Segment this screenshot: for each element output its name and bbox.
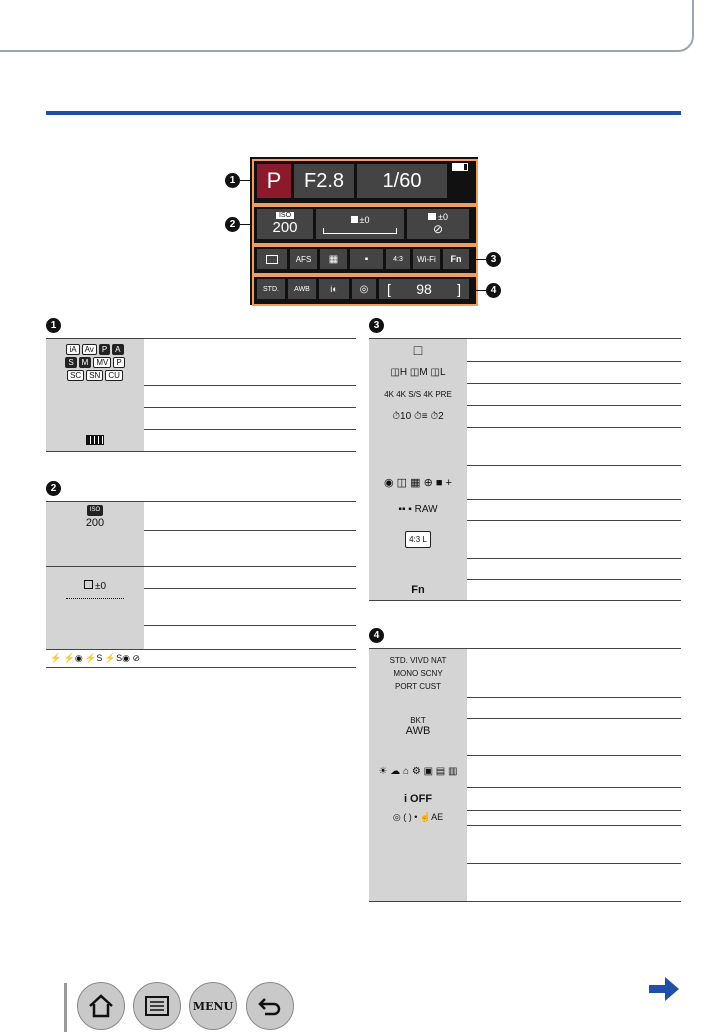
table-row: [144, 588, 356, 626]
iso-row-icon: [46, 502, 144, 530]
home-button[interactable]: [77, 982, 125, 1030]
menu-label: MENU: [192, 999, 234, 1013]
next-page-arrow[interactable]: [647, 975, 681, 1003]
iso-row-value: 200: [85, 516, 105, 529]
metering-icon: ◎: [352, 279, 376, 299]
flash-mode-icons: ⚡ ⚡◉ ⚡S ⚡S◉ ⊘: [46, 650, 144, 667]
style-std: STD.: [389, 655, 408, 665]
creative-mode-icon: CU: [105, 370, 123, 381]
table-row: [46, 407, 356, 430]
self-timer-icons: ⏱10 ⏱≡ ⏱2: [369, 405, 467, 427]
picture-size-icon: [369, 520, 467, 558]
list-icon: [144, 995, 170, 1017]
table-row: [369, 427, 681, 466]
empty-icon-cell-2: [369, 558, 467, 579]
aperture-row-icon: [46, 385, 144, 407]
back-icon: [257, 995, 283, 1017]
table-row: [467, 697, 681, 719]
back-button[interactable]: [246, 982, 294, 1030]
burst-icons: ◫H ◫M ◫L: [369, 361, 467, 383]
a-mode-icon: A: [112, 344, 123, 355]
table-row: [369, 465, 681, 500]
ia-plus-icon: Av: [82, 344, 97, 355]
fn-indicator: Fn: [443, 249, 469, 269]
bracket-right: ]: [457, 281, 461, 297]
table-row: [369, 383, 681, 406]
ev-row-value: ±0: [94, 581, 107, 592]
photo-style-icons: [369, 649, 467, 697]
table-row: [46, 429, 356, 452]
table-row: [369, 520, 681, 559]
callout-marker-4: 4: [486, 283, 501, 298]
table-row: [369, 715, 681, 756]
table-row: [369, 579, 681, 601]
iso-value: 200: [272, 219, 298, 236]
ia-mode-icon: iA: [66, 344, 79, 355]
flash-off-icon: ⊘: [432, 222, 444, 236]
size-icon: 4:3: [386, 249, 410, 269]
wifi-indicator: Wi-Fi: [413, 249, 440, 269]
table-row: [46, 385, 356, 408]
p-mode-icon: P: [99, 344, 110, 355]
shutter-row-icon: [46, 407, 144, 429]
empty-icon-cell-4: [369, 863, 467, 901]
ev-value: ±0: [359, 214, 370, 225]
home-icon: [87, 993, 115, 1019]
table-row: [369, 863, 681, 902]
aperture-value: F2.8: [294, 164, 354, 198]
table-row: [369, 339, 681, 362]
mode-indicator: P: [257, 164, 291, 198]
table-row: [46, 650, 356, 668]
i-dynamic-icon: i◐: [319, 279, 349, 299]
table-row: [369, 825, 681, 864]
menu-button[interactable]: [189, 982, 237, 1030]
table-row: [369, 649, 681, 698]
table-row: [369, 810, 681, 826]
ev-row-scale: [66, 594, 124, 599]
fn-icon: Fn: [369, 579, 467, 600]
bkt-label: BKT: [410, 715, 426, 725]
i-dynamic-off-icon: i OFF: [369, 787, 467, 810]
table-row: [369, 499, 681, 521]
nav-divider: [64, 983, 67, 1032]
section-rule: [46, 111, 681, 115]
s-mode-icon: S: [65, 357, 76, 368]
shutter-value: 1/60: [357, 164, 447, 198]
flash-comp-icon: [428, 213, 436, 220]
flash-comp-value: ±0: [438, 212, 448, 222]
arrow-right-icon: [647, 975, 681, 1003]
callout-leader-2: [240, 224, 252, 225]
section-1-marker: 1: [46, 318, 61, 333]
ev-scale: [323, 228, 397, 234]
wb-icons: ☀ ☁ ⌂ ⚙ ▣ ▤ ▥: [369, 755, 467, 787]
shots-value: 98: [416, 281, 432, 297]
drive-single-icon: [257, 249, 287, 269]
scene-mode-icon: SC: [67, 370, 84, 381]
table-row: [46, 339, 356, 386]
table-row: [369, 787, 681, 811]
size-chip: 4:3 L: [405, 531, 431, 548]
page-header-frame: [0, 0, 694, 52]
table-row: [144, 625, 356, 650]
style-mono: MONO: [393, 668, 419, 678]
iso-block: [257, 209, 313, 239]
single-drive-icon: □: [369, 339, 467, 361]
shots-remaining: [379, 279, 469, 299]
flash-block: [407, 209, 469, 239]
empty-icon-cell: [369, 427, 467, 465]
panorama-mode-icon: P: [113, 357, 124, 368]
battery-icon: [452, 163, 468, 171]
table-row: [46, 502, 356, 531]
table-row: [369, 361, 681, 384]
battery-row-icon: [46, 429, 144, 451]
table-row: [46, 530, 356, 567]
table-row: [369, 755, 681, 788]
quality-icons: ▪▪ ▪ RAW: [369, 499, 467, 520]
afs-indicator: AFS: [290, 249, 317, 269]
section-3-marker: 3: [369, 318, 384, 333]
table-row: [369, 558, 681, 580]
iso-label: ISO: [276, 212, 294, 219]
wb-bracket-icon: AWB: [288, 279, 316, 299]
af-mode-icons: ◉ ◫ ▦ ⊕ ■ +: [369, 465, 467, 499]
section-4-marker: 4: [369, 628, 384, 643]
scn-mode-icon: SN: [86, 370, 103, 381]
exposure-meter: [316, 209, 404, 239]
bracket-left: [: [387, 281, 391, 297]
style-custom: CUST: [419, 681, 441, 691]
callout-leader-3: [476, 259, 486, 260]
style-portrait: PORT: [395, 681, 417, 691]
style-vivid: VIVD: [410, 655, 429, 665]
callout-leader-1: [240, 180, 252, 181]
contents-button[interactable]: [133, 982, 181, 1030]
mode-icons: [46, 339, 144, 385]
ev-row-icon: [84, 580, 93, 589]
section-2-marker: 2: [46, 481, 61, 496]
photo-4k-icons: 4K 4K S/S 4K PRE: [369, 383, 467, 405]
style-scenery: SCNY: [420, 668, 443, 678]
quality-icon: ▪: [350, 249, 383, 269]
table-row: [369, 405, 681, 428]
m-mode-icon: M: [79, 357, 92, 368]
callout-leader-4: [476, 290, 486, 291]
af-area-icon: ▦: [320, 249, 347, 269]
iso-icon: ISO: [87, 505, 103, 516]
empty-icon-cell-3: [369, 825, 467, 863]
style-natural: NAT: [430, 655, 447, 665]
ev-icon: [351, 216, 358, 223]
callout-marker-3: 3: [486, 252, 501, 267]
camera-screen: [250, 157, 478, 305]
metering-icons: ◎ ( ) • ☝AE: [369, 810, 467, 825]
awb-label: AWB: [405, 724, 431, 737]
movie-mode-icon: MV: [93, 357, 111, 368]
callout-marker-2: 2: [225, 217, 240, 232]
photo-style-icon: STD.: [257, 279, 285, 299]
table-row: [144, 566, 356, 589]
callout-marker-1: 1: [225, 173, 240, 188]
